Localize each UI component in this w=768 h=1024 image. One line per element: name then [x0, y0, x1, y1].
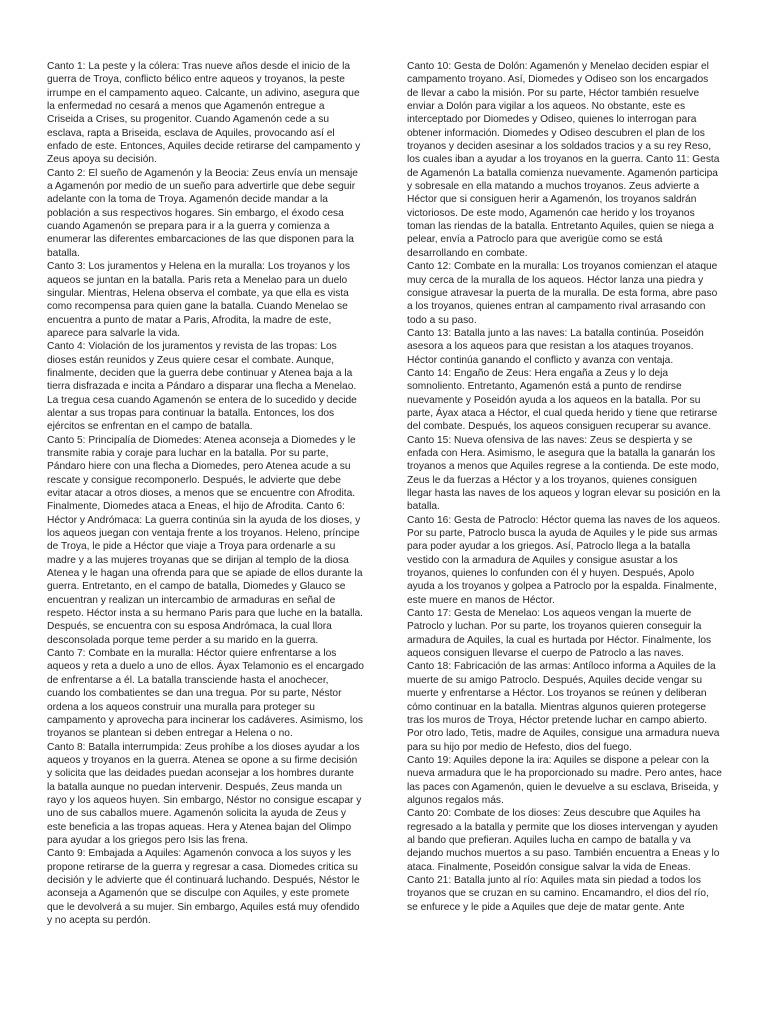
- canto-paragraph: [407, 434, 722, 514]
- canto-paragraph: [47, 647, 364, 740]
- canto-title: Canto 15: Nueva ofensiva de las naves:: [407, 434, 588, 446]
- canto-paragraph: [407, 367, 722, 434]
- canto-paragraph: [47, 741, 364, 848]
- canto-title: Canto 10: Gesta de Dolón:: [407, 61, 528, 72]
- canto-text: Hera engaña a Zeus y lo deja somnoliento. Entretanto, Agamenón está a punto de rendirse nuevamente y Poseidón ayuda a los aqueos en la batalla. Por su parte, Áyax ataca a Héctor, el cual queda herido y tiene que retirarse del combate. Después, los aqueos consiguen recuperar su avance.: [407, 367, 718, 433]
- canto-paragraph: [407, 260, 722, 327]
- canto-text: Los troyanos y los aqueos se juntan en la batalla. Paris reta a Menelao para un duelo singular. Mientras, Helena observa el combate, ya que ella es vista como recompensa para quien gane la batalla. Cuando Menelao se encuentra a punto de matar a Paris, Afrodita, la madre de este, aparece para salvarle la vida.: [47, 261, 350, 339]
- canto-paragraph: [47, 60, 364, 167]
- canto-text: Los aqueos vengan la muerte de Patroclo y luchan. Por su parte, los troyanos quieren conseguir la armadura de Aquiles, la cual es hurtada por Héctor. Finalmente, los aqueos consiguen llevarse el cuerpo de Patroclo a las naves.: [407, 608, 712, 660]
- canto-paragraph: [47, 847, 364, 927]
- canto-paragraph: [407, 807, 722, 874]
- canto-title: Canto 4: Violación de los juramentos y revista de las tropas:: [47, 341, 318, 353]
- canto-text: Héctor quiere enfrentarse a los aqueos y reta a duelo a uno de ellos. Áyax Telamonio es el encargado de enfrentarse a él. La batalla transciende hasta el anochecer, cuando los combatientes se dan una tregua. Por su parte, Néstor ordena a los aqueos construir una muralla para proteger su campamento y aprovecha para incinerar los cadáveres. Asimismo, los troyanos se plantean si deben entregar a Helena o no.: [47, 648, 364, 740]
- canto-text: Atenea aconseja a Diomedes y le transmite rabia y coraje para luchar en la batalla. Por su parte, Pándaro hiere con una flecha a Diomedes, pero Atenea acude a su rescate y consigue recomponerlo. Después, le advierte que debe evitar atacar a otros dioses, a menos que se encuentre con Afrodita. Finalmente, Diomedes ataca a Eneas, el hijo de Afrodita. Canto 6: Héctor y Andrómaca: La guerra continúa sin la ayuda de los dioses, y los aqueos juegan con ventaja frente a los troyanos. Heleno, príncipe de Troya, le pide a Héctor que viaje a Troya para ordenarle a su madre y a las mujeres troyanas que se dirijan al templo de la diosa Atenea y le hagan una ofrenda para que se apiade de ellos durante la guerra. Entretanto, en el campo de batalla, Diomedes y Glauco se encuentran y realizan un intercambio de armaduras en señal de respeto. Héctor insta a su hermano Paris para que luche en la batalla. Después, se encuentra con su esposa Andrómaca, la cual llora desconsolada porque teme perder a su marido en la guerra.: [47, 434, 363, 646]
- canto-title: Canto 20: Combate de los dioses:: [407, 808, 561, 820]
- canto-title: Canto 16: Gesta de Patroclo:: [407, 514, 539, 526]
- canto-paragraph: [407, 607, 722, 660]
- canto-paragraph: [47, 340, 364, 433]
- canto-paragraph: [407, 754, 722, 807]
- canto-text: Agamenón convoca a los suyos y les propone retirarse de la guerra y regresar a casa. Diomedes critica su decisión y le advierte que él continuará luchando. Después, Néstor le aconseja a Agamenón que se disculpe con Aquiles, y este promete que le devolverá a su mujer. Sin embargo, Aquiles está muy ofendido y no acepta su perdón.: [47, 848, 360, 926]
- canto-text: Aquiles mata sin piedad a todos los troyanos que se cruzan en su camino. Encamandro, el dios del río, se enfurece y le pide a Aquiles que deje de matar gente. Ante: [407, 874, 709, 913]
- canto-title: Canto 1: La peste y la cólera:: [47, 61, 180, 72]
- canto-paragraph: [407, 660, 722, 753]
- canto-title: Canto 12: Combate en la muralla:: [407, 261, 560, 273]
- left-column: [47, 60, 364, 927]
- canto-title: Canto 14: Engaño de Zeus:: [407, 367, 532, 379]
- canto-paragraph: [47, 434, 364, 648]
- canto-text: Aquiles se dispone a pelear con la nueva armadura que le ha proporcionado su madre. Pero antes, hace las paces con Agamenón, quien le devuelve a su esclava, Briseida, y algunos regalos más.: [407, 754, 722, 806]
- canto-paragraph: [407, 874, 722, 914]
- canto-text: Zeus descubre que Aquiles ha regresado a la batalla y permite que los dioses intervengan y ayuden al bando que prefieran. Aquiles lucha en campo de batalla y va dejando muchos muertos a su paso. También encuentra a Eneas y lo ataca. Finalmente, Poseidón consigue salvar la vida de Eneas.: [407, 808, 720, 873]
- canto-paragraph: [47, 260, 364, 340]
- canto-title: Canto 5: Principalía de Diomedes:: [47, 434, 202, 446]
- canto-title: Canto 2: El sueño de Agamenón y la Beocia:: [47, 167, 250, 179]
- canto-title: Canto 17: Gesta de Menelao:: [407, 608, 541, 620]
- canto-text: Antíloco informa a Aquiles de la muerte de su amigo Patroclo. Después, Aquiles decide vengar su muerte y enfrentarse a Héctor. Los troyanos se reúnen y deliberan cómo continuar en la batalla. Mientras algunos quieren protegerse tras los muros de Troya, Héctor pretende luchar en campo abierto. Por otro lado, Tetis, madre de Aquiles, consigue una armadura nueva para su hijo por medio de Hefesto, dios del fuego.: [407, 661, 720, 753]
- canto-text: Los troyanos comienzan el ataque muy cerca de la muralla de los aqueos. Héctor lanza una piedra y consigue atravesar la puerta de la muralla. De esta forma, abre paso a los troyanos, quienes entran al campamento rival arrasando con todo a su paso.: [407, 261, 718, 326]
- canto-paragraph: [407, 514, 722, 607]
- canto-text: La batalla continúa. Poseidón asesora a los aqueos para que resistan a los ataques troyanos. Héctor continúa ganando el conflicto y avanza con ventaja.: [407, 327, 704, 366]
- canto-text: Zeus prohíbe a los dioses ayudar a los aqueos y troyanos en la guerra. Atenea se opone a su firme decisión y solicita que las deidades puedan aconsejar a los hombres durante la batalla aunque no puedan intervenir. Después, Zeus manda un rayo y los aqueos huyen. Sin embargo, Néstor no consigue escapar y uno de sus caballos muere. Agamenón solicita la ayuda de Zeus y este beneficia a las tropas aqueas. Hera y Atenea bajan del Olimpo para ayudar a los griegos pero Isis las frena.: [47, 741, 362, 846]
- canto-text: Agamenón y Menelao deciden espiar el campamento troyano. Así, Diomedes y Odiseo son los encargados de llevar a cabo la misión. Por su parte, Héctor también resuelve enviar a Dolón para vigilar a los aqueos. No obstante, este es interceptado por Diomedes y Odiseo, quienes lo interrogan para obtener información. Diomedes y Odiseo descubren el plan de los troyanos y deciden asesinar a los soldados tracios y a su rey Reso, los cuales iban a ayudar a los troyanos en la guerra. Canto 11: Gesta de Agamenón La batalla comienza nuevamente. Agamenón participa y sobresale en ella matando a muchos troyanos. Zeus advierte a Héctor que si consiguen herir a Agamenón, los troyanos saldrán victoriosos. De este modo, Agamenón cae herido y los troyanos toman las riendas de la batalla. Entretanto Aquiles, quien se niega a pelear, envía a Patroclo para que averigüe como se está desarrollando en combate.: [407, 61, 720, 259]
- canto-title: Canto 9: Embajada a Aquiles:: [47, 848, 182, 860]
- canto-title: Canto 21: Batalla junto al río:: [407, 874, 539, 886]
- canto-title: Canto 18: Fabricación de las armas:: [407, 661, 571, 673]
- canto-text: Héctor quema las naves de los aqueos. Por su parte, Patroclo busca la ayuda de Aquiles y le pide sus armas para poder ayudar a los griegos. Así, Patroclo llega a la batalla vestido con la armadura de Aquiles y consigue asustar a los troyanos, quienes lo confunden con él y huyen. Después, Apolo ayuda a los troyanos y golpea a Patroclo por la espalda. Finalmente, este muere en manos de Héctor.: [407, 514, 721, 606]
- canto-text: Zeus se despierta y se enfada con Hera. Asimismo, le asegura que la batalla la ganarán los troyanos a menos que Aquiles regrese a la contienda. De este modo, Zeus le da fuerzas a Héctor y a los troyanos, quienes consiguen llegar hasta las naves de los aqueos y logran elevar su posición en la batalla.: [407, 434, 721, 513]
- canto-title: Canto 7: Combate en la muralla:: [47, 648, 194, 660]
- canto-title: Canto 13: Batalla junto a las naves:: [407, 327, 568, 339]
- canto-title: Canto 3: Los juramentos y Helena en la muralla:: [47, 261, 266, 273]
- canto-text: Tras nueve años desde el inicio de la guerra de Troya, conflicto bélico entre aqueos y troyanos, la peste irrumpe en el campamento aqueo. Calcante, un adivino, asegura que la enfermedad no cesará a menos que Agamenón entregue a Criseida a Crises, su progenitor. Cuando Agamenón cede a su esclava, rapta a Briseida, esclava de Aquiles, provocando así el enfado de este. Entonces, Aquiles decide retirarse del campamento y Zeus apoya su decisión.: [47, 61, 361, 166]
- right-column: [407, 60, 722, 914]
- canto-text: Los dioses están reunidos y Zeus quiere cesar el combate. Aunque, finalmente, deciden que la guerra debe continuar y Atenea baja a la tierra disfrazada e incita a Pándaro a disparar una flecha a Menelao. La tregua cesa cuando Agamenón se entera de lo sucedido y decide alentar a sus tropas para continuar la batalla. Entonces, los dos ejércitos se enfrentan en el campo de batalla.: [47, 341, 357, 433]
- canto-paragraph: [407, 327, 722, 367]
- canto-paragraph: [47, 167, 364, 260]
- canto-text: Zeus envía un mensaje a Agamenón por medio de un sueño para advertirle que debe seguir adelante con la toma de Troya. Agamenón decide mandar a la población a sus respectivos hogares. Sin embargo, el éxodo cesa cuando Agamenón se prepara para ir a la guerra y comienza a enumerar las diferentes embarcaciones de las que disponen para la batalla.: [47, 167, 358, 259]
- canto-title: Canto 8: Batalla interrumpida:: [47, 741, 182, 753]
- canto-title: Canto 19: Aquiles depone la ira:: [407, 754, 552, 766]
- canto-paragraph: [407, 60, 722, 260]
